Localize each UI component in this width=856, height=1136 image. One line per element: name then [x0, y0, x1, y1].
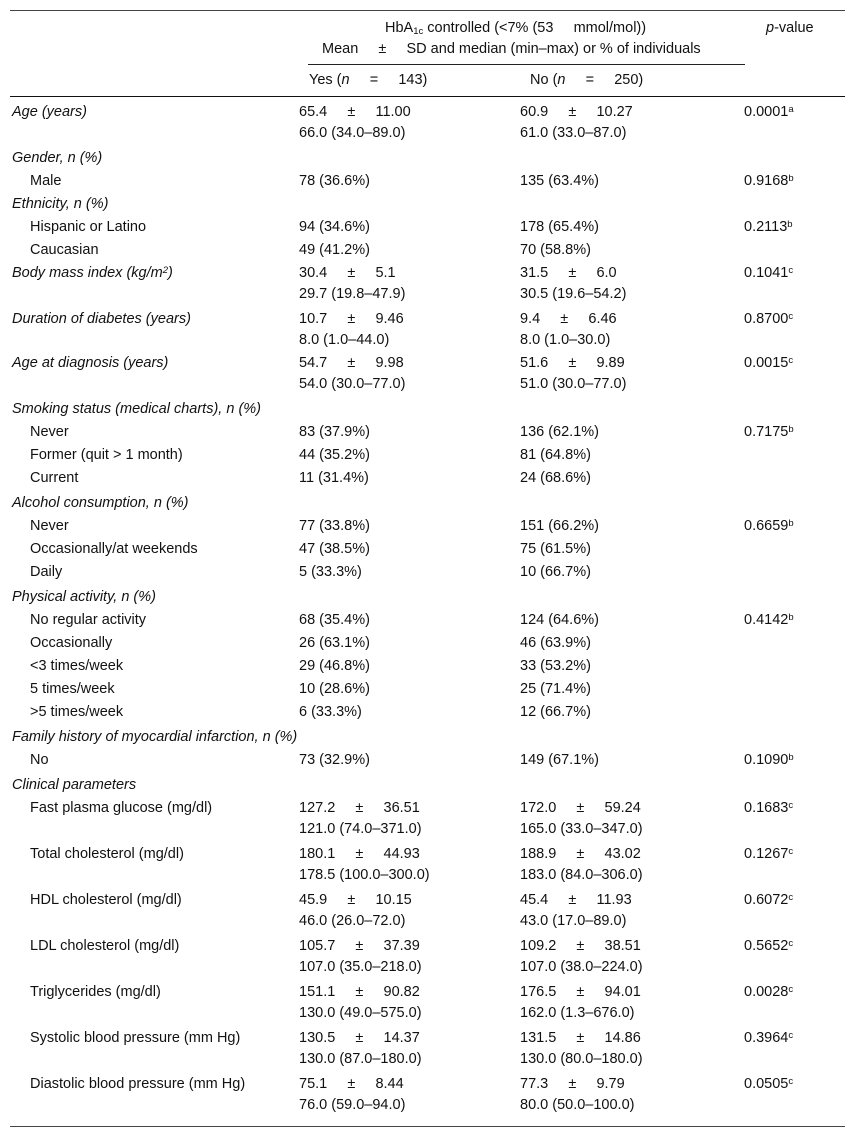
no-value: 45.4 ± 11.93	[520, 892, 632, 908]
row-label-text: Age (years)	[12, 104, 87, 120]
yes-value: 49 (41.2%)	[299, 242, 370, 258]
row-label	[30, 704, 123, 721]
no-value: 43.0 (17.0–89.0)	[520, 913, 627, 929]
no-value: 25 (71.4%)	[520, 681, 591, 697]
no-value: 24 (68.6%)	[520, 470, 591, 486]
no-value: 33 (53.2%)	[520, 658, 591, 674]
no-value: 8.0 (1.0–30.0)	[520, 332, 611, 348]
no-value: 183.0 (84.0–306.0)	[520, 867, 643, 883]
row-label	[30, 800, 212, 817]
section-label	[12, 196, 108, 213]
yes-value: 83 (37.9%)	[299, 424, 370, 440]
row-label-text: Daily	[30, 564, 63, 580]
row-label-text: Former (quit > 1 month)	[30, 447, 183, 463]
row-label-text: Current	[30, 470, 79, 486]
p-value-footnote-mark: b	[787, 219, 793, 230]
yes-value: 178.5 (100.0–300.0)	[299, 867, 430, 883]
yes-value: 73 (32.9%)	[299, 752, 370, 768]
no-value: 9.4 ± 6.46	[520, 311, 617, 327]
p-value-footnote-mark: c	[788, 938, 794, 949]
yes-value: 130.5 ± 14.37	[299, 1030, 420, 1046]
p-value-number: 0.3964	[744, 1030, 789, 1046]
p-value-number: 0.0001	[744, 104, 789, 120]
p-value	[744, 421, 794, 444]
row-label-text: Fast plasma glucose (mg/dl)	[30, 800, 213, 816]
p-value-number: 0.1683	[744, 800, 789, 816]
p-value-footnote-mark: b	[788, 612, 794, 623]
no-value: 109.2 ± 38.51	[520, 938, 641, 954]
p-value-number: 0.9168	[744, 173, 789, 189]
row-label	[30, 173, 61, 190]
yes-value: 46.0 (26.0–72.0)	[299, 913, 406, 929]
p-value-number: 0.0028	[744, 984, 789, 1000]
no-value: 172.0 ± 59.24	[520, 800, 641, 816]
p-value	[744, 843, 793, 866]
row-label-text: Age at diagnosis (years)	[12, 355, 169, 371]
p-value-number: 0.1041	[744, 265, 789, 281]
section-label	[12, 589, 156, 606]
yes-value: 130.0 (87.0–180.0)	[299, 1051, 422, 1067]
yes-value: 26 (63.1%)	[299, 635, 370, 651]
yes-value: 54.7 ± 9.98	[299, 355, 404, 371]
no-value: 124 (64.6%)	[520, 612, 599, 628]
no-value: 75 (61.5%)	[520, 541, 591, 557]
no-value: 12 (66.7%)	[520, 704, 591, 720]
yes-value: 45.9 ± 10.15	[299, 892, 412, 908]
table-frame	[10, 10, 845, 1127]
p-value	[744, 515, 794, 538]
p-value	[744, 262, 793, 285]
yes-value: 151.1 ± 90.82	[299, 984, 420, 1000]
row-label-suffix: )	[168, 265, 173, 281]
yes-value: 76.0 (59.0–94.0)	[299, 1097, 406, 1113]
no-value: 77.3 ± 9.79	[520, 1076, 625, 1092]
p-value-footnote-mark: c	[788, 846, 794, 857]
no-value: 131.5 ± 14.86	[520, 1030, 641, 1046]
yes-value: 127.2 ± 36.51	[299, 800, 420, 816]
row-label-text: Triglycerides (mg/dl)	[30, 984, 161, 1000]
col-no-header: No (n = 250)	[530, 72, 644, 88]
row-label-text: Body mass index (kg/m	[12, 265, 163, 281]
row-label	[30, 470, 78, 487]
row-label	[30, 541, 198, 558]
row-label	[30, 518, 69, 535]
p-value-footnote-mark: c	[788, 984, 794, 995]
row-label-text: <3 times/week	[30, 658, 124, 674]
row-label-text: Ethnicity, n (%)	[12, 196, 109, 212]
p-value-footnote-mark: c	[788, 800, 794, 811]
row-label	[30, 242, 99, 259]
row-label	[30, 424, 69, 441]
p-value	[744, 935, 793, 958]
row-label-text: No	[30, 752, 49, 768]
row-label-text: Caucasian	[30, 242, 99, 258]
row-label-text: Clinical parameters	[12, 777, 137, 793]
p-value-footnote-mark: c	[788, 265, 794, 276]
row-label	[30, 612, 146, 629]
group-subtitle: Mean ± SD and median (min–max) or % of individuals	[322, 41, 701, 57]
p-value-number: 0.1267	[744, 846, 789, 862]
row-label-text: Hispanic or Latino	[30, 219, 147, 235]
yes-value: 105.7 ± 37.39	[299, 938, 420, 954]
no-value: 151 (66.2%)	[520, 518, 599, 534]
no-value: 60.9 ± 10.27	[520, 104, 633, 120]
p-value-footnote-mark: b	[788, 424, 794, 435]
row-label-text: LDL cholesterol (mg/dl)	[30, 938, 180, 954]
yes-value: 30.4 ± 5.1	[299, 265, 396, 281]
no-value: 51.6 ± 9.89	[520, 355, 625, 371]
p-value	[744, 352, 793, 375]
yes-value: 10.7 ± 9.46	[299, 311, 404, 327]
row-label-text: Total cholesterol (mg/dl)	[30, 846, 184, 862]
row-label	[30, 219, 146, 236]
yes-value: 130.0 (49.0–575.0)	[299, 1005, 422, 1021]
yes-value: 78 (36.6%)	[299, 173, 370, 189]
yes-value: 29 (46.8%)	[299, 658, 370, 674]
p-value	[744, 981, 793, 1004]
p-value-number: 0.5652	[744, 938, 789, 954]
no-value: 162.0 (1.3–676.0)	[520, 1005, 635, 1021]
no-value: 149 (67.1%)	[520, 752, 599, 768]
row-label-text: Never	[30, 518, 69, 534]
yes-value: 10 (28.6%)	[299, 681, 370, 697]
pvalue-header: p-value	[766, 20, 814, 36]
section-label	[12, 150, 102, 167]
yes-value: 5 (33.3%)	[299, 564, 362, 580]
p-value-footnote-mark: b	[788, 752, 794, 763]
no-value: 176.5 ± 94.01	[520, 984, 641, 1000]
p-value-number: 0.7175	[744, 424, 789, 440]
row-label	[30, 984, 161, 1001]
row-label-text: 5 times/week	[30, 681, 115, 697]
section-label	[12, 401, 261, 418]
p-value	[744, 170, 794, 193]
row-label-text: Duration of diabetes (years)	[12, 311, 191, 327]
yes-value: 66.0 (34.0–89.0)	[299, 125, 406, 141]
p-value	[744, 1073, 793, 1096]
yes-value: 6 (33.3%)	[299, 704, 362, 720]
p-value-number: 0.0015	[744, 355, 789, 371]
yes-value: 121.0 (74.0–371.0)	[299, 821, 422, 837]
p-value	[744, 609, 794, 632]
row-label	[12, 355, 168, 372]
row-label	[30, 892, 182, 909]
yes-value: 29.7 (19.8–47.9)	[299, 286, 406, 302]
p-value	[744, 308, 793, 331]
col-yes-header: Yes (n = 143)	[309, 72, 428, 88]
row-label	[30, 938, 179, 955]
no-value: 46 (63.9%)	[520, 635, 591, 651]
row-label-text: Family history of myocardial infarction, n (%)	[12, 729, 298, 745]
row-label-text: Gender, n (%)	[12, 150, 103, 166]
no-value: 70 (58.8%)	[520, 242, 591, 258]
p-value-footnote-mark: c	[788, 892, 794, 903]
yes-value: 94 (34.6%)	[299, 219, 370, 235]
no-value: 81 (64.8%)	[520, 447, 591, 463]
p-value-footnote-mark: c	[788, 1030, 794, 1041]
p-value-number: 0.6072	[744, 892, 789, 908]
yes-value: 65.4 ± 11.00	[299, 104, 411, 120]
yes-value: 77 (33.8%)	[299, 518, 370, 534]
row-label	[30, 1076, 245, 1093]
row-label-text: >5 times/week	[30, 704, 124, 720]
no-value: 51.0 (30.0–77.0)	[520, 376, 627, 392]
p-value-footnote-mark: b	[788, 518, 794, 529]
no-value: 178 (65.4%)	[520, 219, 599, 235]
p-value-footnote-mark: a	[788, 104, 794, 115]
row-label	[12, 104, 87, 121]
yes-value: 68 (35.4%)	[299, 612, 370, 628]
row-label-text: Systolic blood pressure (mm Hg)	[30, 1030, 241, 1046]
row-label	[30, 658, 123, 675]
section-label	[12, 729, 297, 746]
p-value-number: 0.2113	[744, 219, 788, 235]
row-label-text: Smoking status (medical charts), n (%)	[12, 401, 261, 417]
no-value: 80.0 (50.0–100.0)	[520, 1097, 635, 1113]
p-value-footnote-mark: c	[788, 1076, 794, 1087]
yes-value: 8.0 (1.0–44.0)	[299, 332, 390, 348]
row-label	[30, 635, 112, 652]
p-value-footnote-mark: c	[788, 311, 794, 322]
row-label	[30, 564, 62, 581]
row-label	[30, 1030, 240, 1047]
row-label-text: Physical activity, n (%)	[12, 589, 156, 605]
no-value: 135 (63.4%)	[520, 173, 599, 189]
no-value: 165.0 (33.0–347.0)	[520, 821, 643, 837]
row-label-text: Never	[30, 424, 69, 440]
row-label-superscript: 2	[162, 265, 168, 276]
row-label-text: No regular activity	[30, 612, 147, 628]
no-value: 31.5 ± 6.0	[520, 265, 617, 281]
p-value	[744, 889, 793, 912]
yes-value: 75.1 ± 8.44	[299, 1076, 404, 1092]
no-value: 107.0 (38.0–224.0)	[520, 959, 643, 975]
yes-value: 11 (31.4%)	[299, 470, 369, 486]
no-value: 30.5 (19.6–54.2)	[520, 286, 627, 302]
p-value-footnote-mark: b	[788, 173, 794, 184]
no-value: 10 (66.7%)	[520, 564, 591, 580]
p-value	[744, 216, 793, 239]
p-value-number: 0.4142	[744, 612, 789, 628]
row-label-text: Occasionally/at weekends	[30, 541, 198, 557]
p-value-number: 0.0505	[744, 1076, 789, 1092]
p-value	[744, 749, 794, 772]
section-label	[12, 777, 136, 794]
p-value	[744, 1027, 793, 1050]
row-label-text: Occasionally	[30, 635, 113, 651]
yes-value: 107.0 (35.0–218.0)	[299, 959, 422, 975]
row-label	[30, 447, 183, 464]
row-label	[30, 681, 115, 698]
group-title: HbA$_{1c}$ controlled (<7% (53 mmol/mol))	[385, 20, 647, 37]
no-value: 130.0 (80.0–180.0)	[520, 1051, 643, 1067]
row-label	[12, 265, 173, 282]
p-value-number: 0.8700	[744, 311, 789, 327]
row-label	[30, 846, 184, 863]
row-label-text: Male	[30, 173, 62, 189]
no-value: 61.0 (33.0–87.0)	[520, 125, 627, 141]
p-value-number: 0.6659	[744, 518, 789, 534]
row-label	[12, 311, 191, 328]
row-label	[30, 752, 49, 769]
row-label-text: Diastolic blood pressure (mm Hg)	[30, 1076, 246, 1092]
group-underline	[308, 64, 745, 65]
no-value: 188.9 ± 43.02	[520, 846, 641, 862]
row-label-text: HDL cholesterol (mg/dl)	[30, 892, 182, 908]
yes-value: 54.0 (30.0–77.0)	[299, 376, 406, 392]
no-value: 136 (62.1%)	[520, 424, 599, 440]
p-value-footnote-mark: c	[788, 355, 794, 366]
p-value	[744, 797, 793, 820]
yes-value: 44 (35.2%)	[299, 447, 370, 463]
p-value	[744, 101, 794, 124]
yes-value: 47 (38.5%)	[299, 541, 370, 557]
p-value-number: 0.1090	[744, 752, 789, 768]
yes-value: 180.1 ± 44.93	[299, 846, 420, 862]
section-label	[12, 495, 189, 512]
header-rule	[10, 96, 845, 97]
row-label-text: Alcohol consumption, n (%)	[12, 495, 189, 511]
